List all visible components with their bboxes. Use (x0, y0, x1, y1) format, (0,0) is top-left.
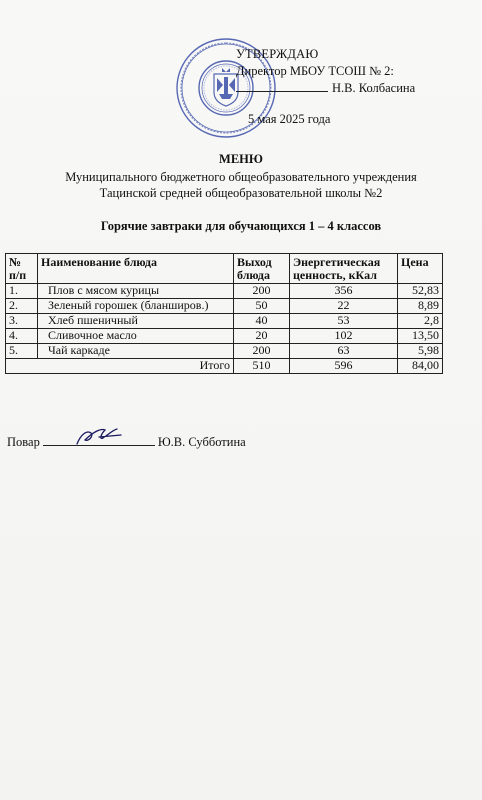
menu-subtitle: Горячие завтраки для обучающихся 1 – 4 классов (100, 219, 382, 233)
row-price: 13,50 (398, 329, 443, 344)
column-header-energy: Энергетическая ценность, кКал (290, 254, 398, 284)
institution-line-2: Тацинской средней общеобразовательной школы №2 (99, 186, 383, 200)
row-dish-name: Плов с мясом курицы (38, 284, 234, 299)
row-price: 2,8 (398, 314, 443, 329)
row-dish-name: Хлеб пшеничный (38, 314, 234, 329)
column-header-name: Наименование блюда (38, 254, 234, 284)
column-header-num: № п/п (6, 254, 38, 284)
row-dish-name: Зеленый горошек (бланширов.) (38, 299, 234, 314)
table-total-row (6, 359, 443, 374)
total-energy: 596 (290, 359, 398, 374)
approval-position: Директор МБОУ ТСОШ № 2: (236, 64, 394, 78)
row-yield: 200 (234, 344, 290, 359)
row-yield: 40 (234, 314, 290, 329)
row-num: 3. (6, 314, 38, 329)
table-header-row (6, 254, 443, 284)
table-row (6, 314, 443, 329)
row-dish-name: Чай каркаде (38, 344, 234, 359)
row-energy: 22 (290, 299, 398, 314)
row-num: 1. (6, 284, 38, 299)
cook-signature-field (43, 434, 155, 446)
cook-label: Повар (7, 435, 40, 449)
institution-line-1: Муниципального бюджетного общеобразовательного учреждения (65, 170, 417, 184)
approval-signature-line (236, 81, 415, 96)
total-price: 84,00 (398, 359, 443, 374)
director-name: Н.В. Колбасина (332, 81, 416, 95)
row-energy: 102 (290, 329, 398, 344)
table-row (6, 344, 443, 359)
row-dish-name: Сливочное масло (38, 329, 234, 344)
total-yield: 510 (234, 359, 290, 374)
approval-heading: УТВЕРЖДАЮ (236, 47, 319, 61)
table-row (6, 284, 443, 299)
column-header-price: Цена (398, 254, 443, 284)
director-signature-field (236, 81, 328, 92)
row-yield: 20 (234, 329, 290, 344)
table-row (6, 329, 443, 344)
row-energy: 356 (290, 284, 398, 299)
column-header-yield: Выход блюда (234, 254, 290, 284)
handwritten-signature-icon (71, 424, 127, 450)
row-price: 8,89 (398, 299, 443, 314)
document-title: МЕНЮ (219, 152, 263, 166)
approval-date: 5 мая 2025 года (248, 112, 331, 126)
row-yield: 50 (234, 299, 290, 314)
cook-name: Ю.В. Субботина (157, 435, 246, 449)
row-energy: 63 (290, 344, 398, 359)
row-energy: 53 (290, 314, 398, 329)
total-label: Итого (6, 359, 234, 374)
menu-table (5, 253, 443, 374)
row-num: 5. (6, 344, 38, 359)
row-price: 5,98 (398, 344, 443, 359)
row-price: 52,83 (398, 284, 443, 299)
row-yield: 200 (234, 284, 290, 299)
table-row (6, 299, 443, 314)
cook-signature-block (7, 434, 246, 450)
row-num: 4. (6, 329, 38, 344)
row-num: 2. (6, 299, 38, 314)
